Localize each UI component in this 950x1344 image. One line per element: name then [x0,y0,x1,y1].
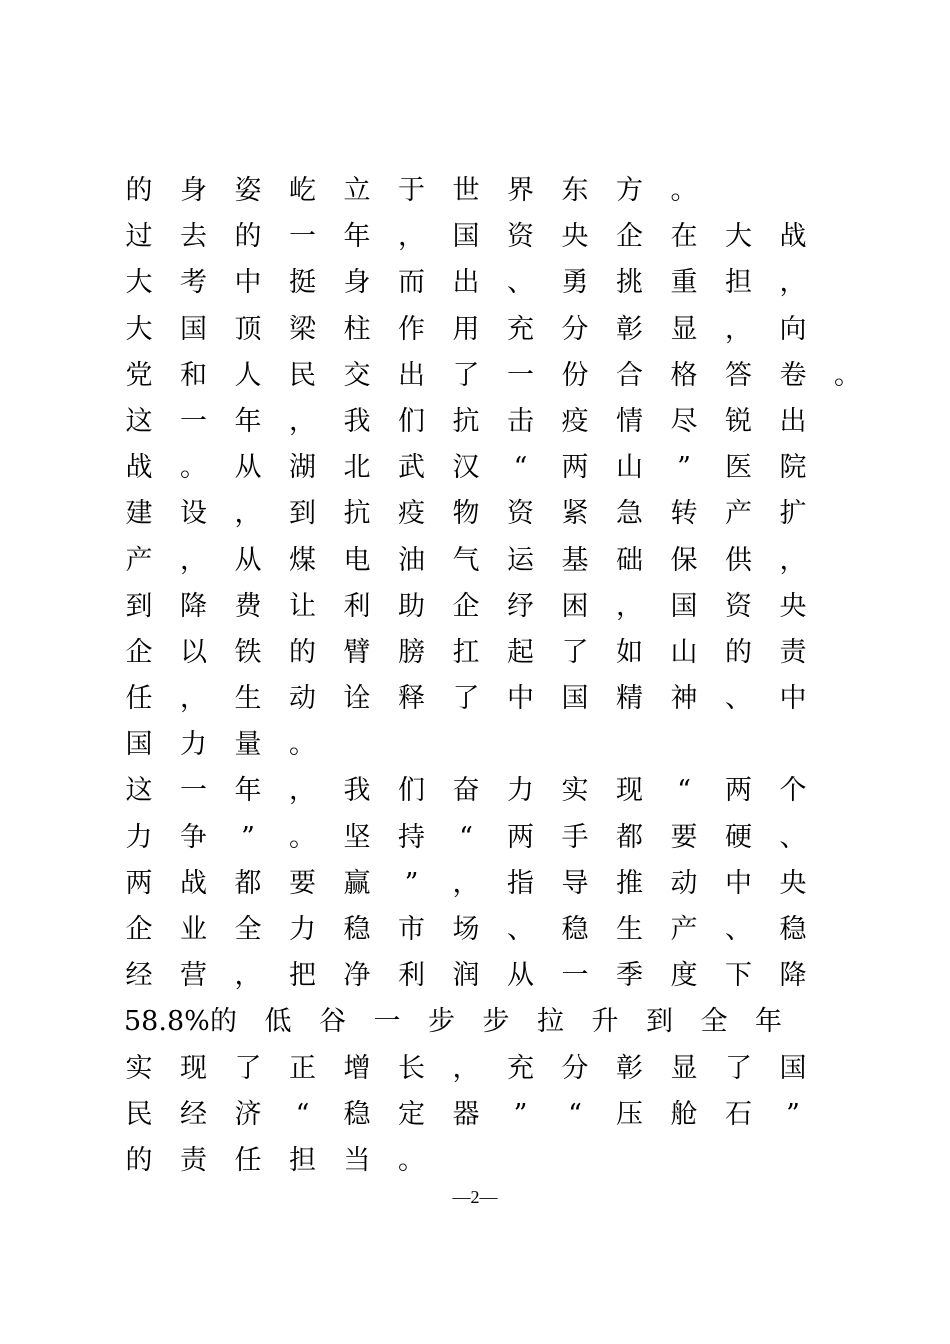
text-char: 人 [234,359,262,391]
text-char: 国 [779,1052,807,1084]
text-char: 的 [125,1144,153,1176]
text-char: 济 [234,1098,262,1130]
text-char: 产 [125,544,153,576]
text-char: 尽 [670,405,698,437]
text-char: 量 [234,729,262,761]
text-line [124,907,844,953]
text-char: 个 [779,775,807,807]
text-char: 、 [725,683,752,715]
text-line [124,260,844,306]
text-char: 运 [507,544,534,576]
text-char: 在 [670,221,698,253]
text-char: ， [289,775,316,807]
text-char: 。 [398,1144,425,1176]
text-char: 器 [452,1098,480,1130]
text-line [124,953,844,999]
text-char: 物 [452,498,480,530]
text-char: 了 [452,359,480,391]
text-char: 降 [180,590,207,622]
text-char: 增 [343,1052,371,1084]
text-char: 正 [289,1052,316,1084]
text-char: ， [234,960,262,992]
text-char: 下 [725,960,752,992]
body-text [124,168,861,1184]
text-char: 一 [180,405,207,437]
text-char: 中 [507,683,534,715]
text-char: 年 [234,405,262,437]
text-char: 石 [725,1098,752,1130]
text-char: 击 [507,405,534,437]
text-char: 充 [507,1052,534,1084]
text-char: 膀 [398,636,425,668]
text-char: 分 [561,1052,589,1084]
text-char: 任 [125,683,153,715]
text-char: 臂 [343,636,371,668]
text-char: 世 [452,175,480,206]
text-char: 步 [427,1006,455,1038]
text-char: 急 [616,498,643,530]
text-char: 国 [452,221,480,253]
text-char: 营 [180,960,207,992]
text-char: 方 [616,175,643,206]
text-char: 利 [398,960,425,992]
text-char: 铁 [234,636,262,668]
text-char: 作 [398,313,425,345]
text-char: 于 [398,175,425,206]
text-char: 中 [234,267,262,299]
text-char: 坚 [343,821,371,853]
text-char: 院 [779,452,807,484]
text-char: 了 [561,636,589,668]
text-char: 们 [398,775,425,807]
text-char: 过 [125,221,153,253]
text-char: 锐 [725,405,752,437]
text-line [124,676,844,722]
text-char: 出 [779,405,807,437]
text-char: 民 [289,359,316,391]
text-char: 都 [234,867,262,899]
text-char: 建 [125,498,153,530]
text-char: 到 [125,590,153,622]
text-line [124,1046,844,1092]
text-char: 力 [507,775,534,807]
text-char: 紧 [561,498,589,530]
text-line [124,861,844,907]
text-char: 保 [670,544,698,576]
text-char: 了 [452,683,480,715]
text-char: 央 [561,221,589,253]
text-char: 战 [779,221,807,253]
text-char: 武 [398,452,425,484]
text-char: 重 [670,267,698,299]
text-char: 两 [507,821,534,853]
text-char: 一 [507,359,534,391]
text-char: 格 [670,359,698,391]
text-char: 58.8% [124,1006,210,1038]
text-char: 一 [180,775,207,807]
text-char: 从 [234,544,262,576]
text-line [124,584,844,630]
text-char: 彰 [616,1052,643,1084]
text-char: ， [289,405,316,437]
text-char: 现 [616,775,643,807]
text-char: 全 [234,914,262,945]
text-char: 础 [616,544,643,576]
text-char: 一 [289,221,316,253]
text-char: 。 [670,175,698,206]
text-char: 资 [507,221,534,253]
text-char: 经 [180,1098,207,1130]
text-line [124,353,861,399]
text-char: 了 [725,1052,752,1084]
text-char: 度 [670,960,698,992]
text-char: 当 [343,1144,371,1176]
text-char: 大 [125,313,153,345]
text-char: 的 [289,636,316,668]
text-char: 分 [561,313,589,345]
text-char: 压 [616,1098,643,1130]
text-char: ， [180,544,207,576]
text-char: 汉 [452,452,480,484]
text-char: 大 [725,221,752,253]
text-char: 业 [180,914,207,945]
text-char: 电 [343,544,371,576]
text-char: 、 [507,914,534,945]
text-char: 的 [234,221,262,253]
text-char: 北 [343,452,371,484]
text-char: 利 [343,590,371,622]
text-char: 身 [343,267,371,299]
text-char: 担 [289,1144,316,1176]
text-char: 的 [725,636,752,668]
text-char: 设 [180,498,207,530]
text-char: 诠 [343,683,371,715]
text-char: 国 [125,729,153,761]
text-char: 赢 [343,867,371,899]
text-char: 抗 [452,405,480,437]
text-char: 两 [725,775,752,807]
text-char: 经 [125,960,153,992]
text-char: 一 [373,1006,401,1038]
text-char: “ [459,821,473,853]
text-char: 实 [561,775,589,807]
text-char: ， [725,313,752,345]
text-char: ， [452,1052,480,1084]
text-char: 费 [234,590,262,622]
text-char: 导 [561,867,589,899]
text-char: 向 [779,313,807,345]
text-char: 力 [180,729,207,761]
text-char: 舱 [670,1098,698,1130]
text-char: 界 [507,175,534,206]
text-char: 一 [561,960,589,992]
text-char: 这 [125,405,153,437]
text-char: 两 [125,867,153,899]
text-char: 。 [289,729,316,761]
text-char: 奋 [452,775,480,807]
text-char: 而 [398,267,425,299]
text-line [124,538,844,584]
text-char: 的 [125,175,153,206]
text-char: 。 [834,359,861,391]
text-char: ” [677,452,691,484]
text-char: 国 [180,313,207,345]
text-char: 彰 [616,313,643,345]
text-char: 挑 [616,267,643,299]
text-line [124,491,844,537]
text-char: 资 [725,590,752,622]
text-char: 场 [452,914,480,945]
text-line [124,214,844,260]
text-char: 合 [616,359,643,391]
text-char: 扛 [452,636,480,668]
text-char: 情 [616,405,643,437]
text-char: 基 [561,544,589,576]
page-number: —2— [452,1187,498,1207]
text-char: 拉 [536,1006,564,1038]
text-line [124,999,844,1045]
text-char: 如 [616,636,643,668]
text-char: 到 [645,1006,673,1038]
text-char: 党 [125,359,153,391]
text-char: 转 [670,498,698,530]
text-char: 勇 [561,267,589,299]
text-char: 扩 [779,498,807,530]
text-char: 东 [561,175,589,206]
text-char: 抗 [343,498,371,530]
text-char: 现 [180,1052,207,1084]
text-line [124,1138,844,1184]
text-char: 责 [779,636,807,668]
text-char: 长 [398,1052,425,1084]
text-char: 显 [670,1052,698,1084]
text-char: 了 [234,1052,262,1084]
text-char: 大 [125,267,153,299]
text-char: 用 [452,313,480,345]
text-char: “ [513,452,528,484]
text-char: 把 [289,960,316,992]
text-char: 季 [616,960,643,992]
text-char: 立 [343,175,371,206]
text-char: 全 [700,1006,728,1038]
text-line [124,168,844,214]
text-char: 神 [670,683,698,715]
text-char: 医 [725,452,752,484]
text-char: 国 [561,683,589,715]
text-char: ， [234,498,262,530]
text-char: 中 [725,867,752,899]
text-char: 纾 [507,590,534,622]
text-char: 湖 [289,452,316,484]
text-line [124,1092,844,1138]
text-char: 市 [398,914,425,945]
text-char: 年 [343,221,371,253]
text-char: ， [180,683,207,715]
text-char: 出 [398,359,425,391]
text-char: 考 [180,267,207,299]
text-char: 升 [591,1006,619,1038]
text-char: ， [779,267,807,299]
text-char: 都 [616,821,643,853]
text-char: 屹 [289,175,316,206]
text-char: 国 [670,590,698,622]
text-char: 中 [779,683,807,715]
text-line [124,399,844,445]
text-char: 的 [209,1006,237,1038]
text-char: 们 [398,405,425,437]
text-char: 战 [125,452,153,484]
text-line [124,722,844,768]
text-char: ” [404,867,419,899]
text-char: 产 [670,914,698,945]
text-char: ” [241,821,255,853]
text-char: 。 [289,821,316,853]
text-char: ” [786,1098,800,1130]
text-char: 交 [343,359,371,391]
text-char: 姿 [234,175,262,206]
text-char: ， [779,544,807,576]
text-char: 指 [507,867,534,899]
text-char: 、 [507,267,534,299]
text-char: 释 [398,683,425,715]
text-char: 稳 [561,914,589,945]
text-char: 稳 [343,1098,371,1130]
text-char: 生 [616,914,643,945]
text-char: 充 [507,313,534,345]
text-char: 油 [398,544,425,576]
text-char: 任 [234,1144,262,1176]
text-char: 、 [779,821,807,853]
text-char: 要 [670,821,698,853]
text-char: ， [398,221,425,253]
text-char: 气 [452,544,480,576]
text-char: 精 [616,683,643,715]
text-char: 低 [264,1006,292,1038]
text-char: 山 [616,452,643,484]
text-char: 困 [561,590,589,622]
text-char: 年 [754,1006,782,1038]
text-char: ， [616,590,643,622]
text-char: 手 [561,821,589,853]
text-char: 挺 [289,267,316,299]
text-char: 动 [670,867,698,899]
text-char: 力 [125,821,153,853]
text-char: 煤 [289,544,316,576]
text-char: 我 [343,405,371,437]
text-char: 身 [180,175,207,206]
text-char: 定 [398,1098,425,1130]
text-char: 企 [125,914,153,945]
text-char: 份 [561,359,589,391]
text-line [124,630,844,676]
text-char: 企 [452,590,480,622]
text-char: 动 [289,683,316,715]
text-char: 柱 [343,313,371,345]
text-char: 稳 [343,914,371,945]
text-char: “ [295,1098,310,1130]
text-char: 责 [180,1144,207,1176]
text-line [124,768,844,814]
text-char: 担 [725,267,752,299]
text-char: 润 [452,960,480,992]
text-char: 降 [779,960,807,992]
text-char: 谷 [318,1006,346,1038]
text-char: 民 [125,1098,153,1130]
text-char: 稳 [779,914,807,945]
text-char: 步 [482,1006,510,1038]
text-line [124,815,844,861]
text-char: 推 [616,867,643,899]
text-char: 显 [670,313,698,345]
text-char: 出 [452,267,480,299]
text-char: 。 [180,452,207,484]
text-char: 疫 [398,498,425,530]
text-char: 从 [507,960,534,992]
text-char: 力 [289,914,316,945]
text-char: 央 [779,867,807,899]
text-char: 持 [398,821,425,853]
text-char: “ [568,1098,582,1130]
text-char: 梁 [289,313,316,345]
text-char: 从 [234,452,262,484]
text-line [124,445,844,491]
text-char: ” [513,1098,528,1130]
text-char: 硬 [725,821,752,853]
text-char: “ [677,775,691,807]
text-char: 要 [289,867,316,899]
text-char: 山 [670,636,698,668]
text-char: 央 [779,590,807,622]
text-char: 答 [725,359,752,391]
text-char: 这 [125,775,153,807]
text-char: 资 [507,498,534,530]
text-char: 生 [234,683,262,715]
text-char: 供 [725,544,752,576]
text-line [124,307,844,353]
text-char: 我 [343,775,371,807]
text-char: 净 [343,960,371,992]
text-char: 卷 [779,359,807,391]
text-char: 和 [180,359,207,391]
text-char: 疫 [561,405,589,437]
text-char: 企 [125,636,153,668]
text-char: 年 [234,775,262,807]
text-char: 以 [180,636,207,668]
text-char: 顶 [234,313,262,345]
text-char: 、 [725,914,752,945]
text-char: 去 [180,221,207,253]
text-char: 战 [180,867,207,899]
text-char: 产 [725,498,752,530]
text-char: 起 [507,636,534,668]
text-char: 争 [180,821,207,853]
text-char: 两 [561,452,589,484]
text-char: ， [452,867,480,899]
text-char: 助 [398,590,425,622]
text-char: 企 [616,221,643,253]
text-char: 实 [125,1052,153,1084]
text-char: 让 [289,590,316,622]
text-char: 到 [289,498,316,530]
